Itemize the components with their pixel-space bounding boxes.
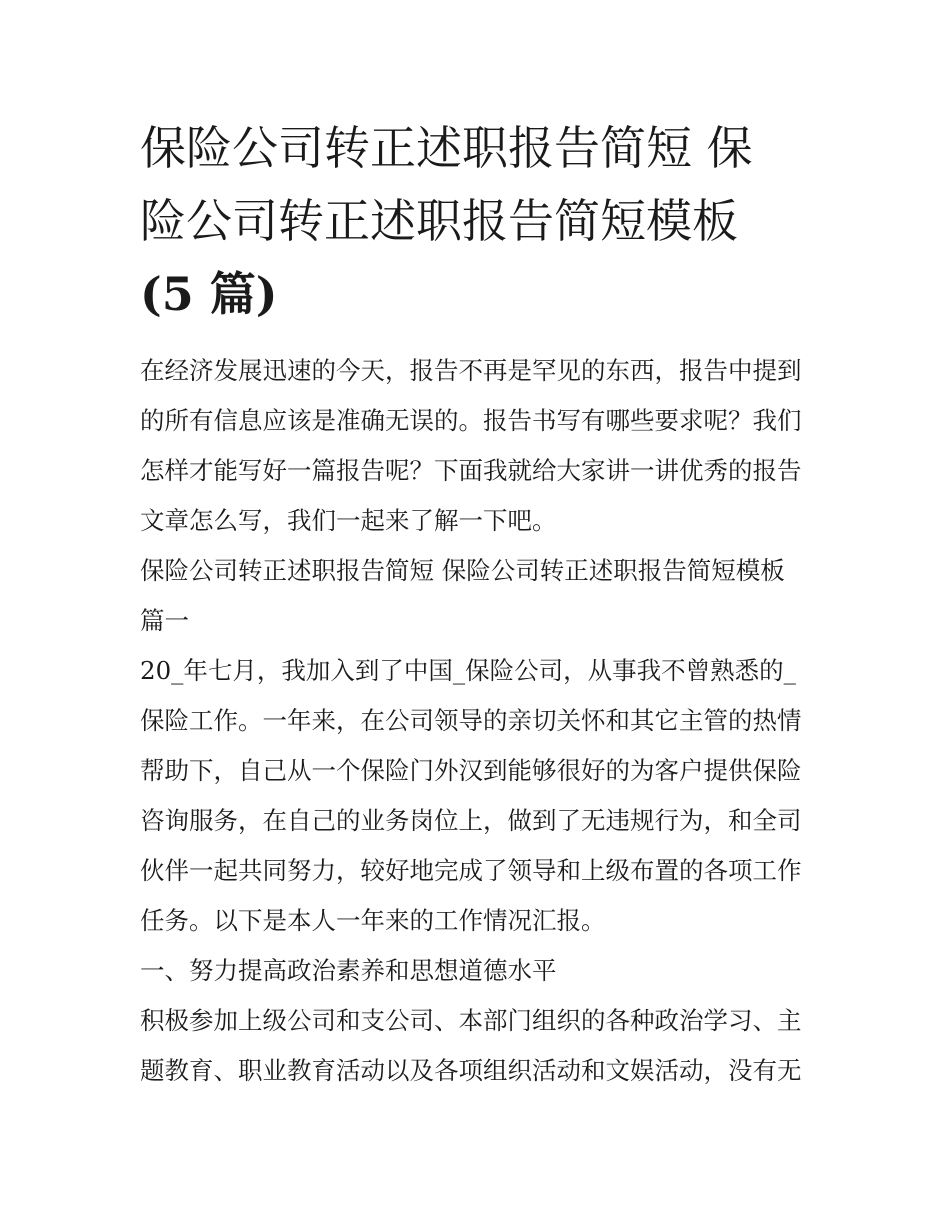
title-line: 保险公司转正述职报告简短 保 — [140, 121, 753, 175]
document-body — [140, 112, 815, 1096]
text-line: 题教育、职业教育活动以及各项组织活动和文娱活动，没有无 — [140, 1056, 802, 1085]
text-line: 一、努力提高政治素养和思想道德水平 — [140, 956, 557, 985]
text-line: 任务。以下是本人一年来的工作情况汇报。 — [140, 906, 606, 935]
text-line: 篇一 — [140, 606, 189, 635]
text-line: 伙伴一起共同努力，较好地完成了领导和上级布置的各项工作 — [140, 856, 802, 885]
text-line: 怎样才能写好一篇报告呢？下面我就给大家讲一讲优秀的报告 — [140, 456, 802, 485]
title-line: (5 篇) — [140, 267, 278, 321]
title-line: 险公司转正述职报告简短模板 — [140, 194, 738, 248]
text-line: 保险公司转正述职报告简短 保险公司转正述职报告简短模板 — [140, 556, 785, 585]
text-line: 帮助下，自己从一个保险门外汉到能够很好的为客户提供保险 — [140, 756, 802, 785]
subheading-paragraph — [140, 946, 815, 996]
body-paragraph — [140, 646, 815, 946]
text-line: 的所有信息应该是准确无误的。报告书写有哪些要求呢？我们 — [140, 406, 802, 435]
document-title — [140, 112, 815, 331]
intro-paragraph — [140, 346, 815, 546]
text-line: 积极参加上级公司和支公司、本部门组织的各种政治学习、主 — [140, 1006, 802, 1035]
text-line: 文章怎么写，我们一起来了解一下吧。 — [140, 506, 557, 535]
body-paragraph — [140, 996, 815, 1096]
text-line: 20_年七月，我加入到了中国_保险公司，从事我不曾熟悉的_ — [140, 656, 796, 685]
text-line: 保险工作。一年来，在公司领导的亲切关怀和其它主管的热情 — [140, 706, 802, 735]
text-line: 咨询服务，在自己的业务岗位上，做到了无违规行为，和全司 — [140, 806, 802, 835]
section-heading-paragraph — [140, 546, 815, 646]
text-line: 在经济发展迅速的今天，报告不再是罕见的东西，报告中提到 — [140, 356, 802, 385]
